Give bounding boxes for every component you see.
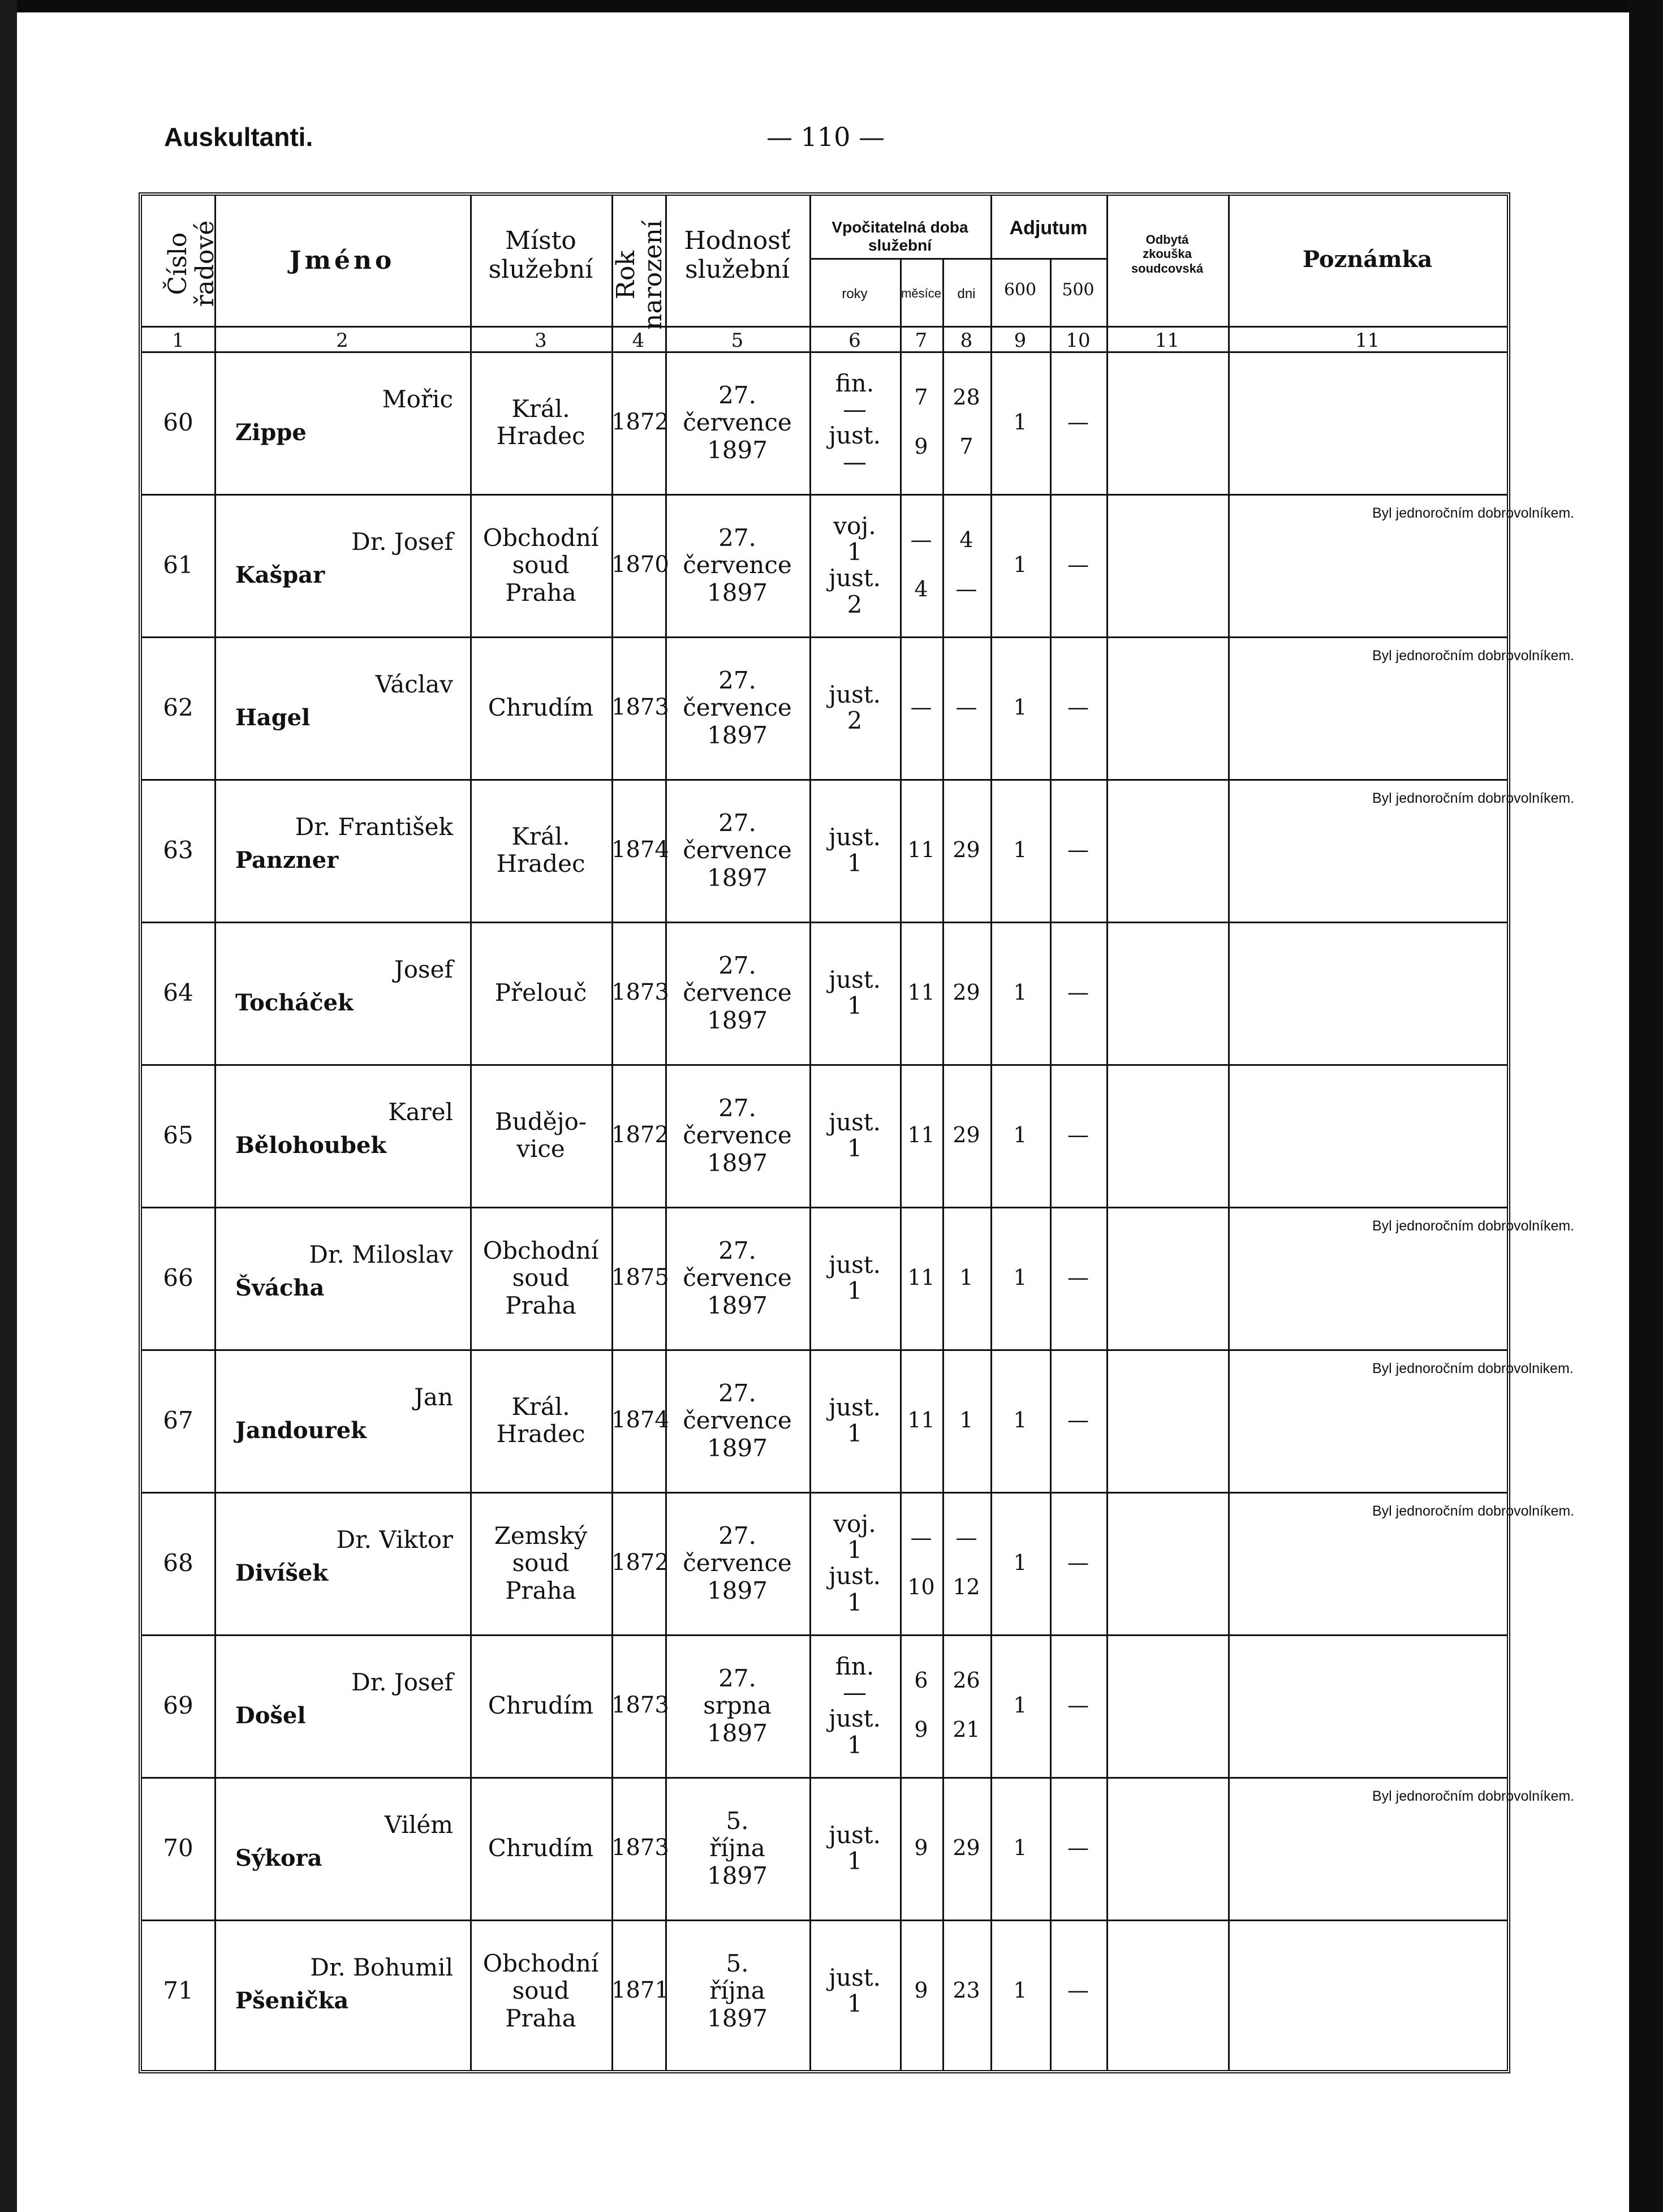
given-name: Jan (414, 1383, 453, 1411)
column-number: 9 (1014, 329, 1027, 352)
adjutum-600: 1 (1013, 1122, 1027, 1147)
days-of-service: 1 (959, 1408, 973, 1432)
service-rank: 27. července 1897 (683, 524, 792, 606)
birth-year: 1872 (611, 409, 669, 435)
adjutum-600: 1 (1013, 1835, 1027, 1860)
days-of-service: 28 7 (953, 385, 980, 459)
register-table (139, 192, 1575, 2073)
adjutum-500: — (1067, 552, 1089, 577)
service-rank: 27. července 1897 (683, 1522, 792, 1604)
row-number: 61 (163, 551, 193, 579)
header-dni: dni (957, 286, 976, 302)
days-of-service: — (955, 695, 977, 720)
header-mesice: měsíce (901, 286, 941, 300)
months-of-service: 11 (907, 1122, 935, 1147)
birth-year: 1873 (611, 1692, 669, 1718)
birth-year: 1871 (611, 1977, 669, 2003)
given-name: Josef (394, 956, 453, 983)
birth-year: 1872 (611, 1122, 669, 1148)
remark: Byl jednoročním dobrovolnikem. (1372, 1361, 1574, 1376)
years-of-service: voj. 1 just. 2 (829, 512, 881, 618)
adjutum-600: 1 (1013, 410, 1027, 434)
remark: Byl jednoročním dobrovolníkem. (1372, 790, 1575, 806)
scan-top-edge (0, 0, 1663, 12)
service-rank: 27. července 1897 (683, 381, 792, 464)
remark: Byl jednoročním dobrovolníkem. (1372, 1503, 1575, 1519)
row-rule (142, 636, 1507, 638)
years-of-service: just. 1 (829, 966, 881, 1020)
surname: Švácha (235, 1275, 325, 1301)
column-number: 6 (848, 329, 861, 352)
column-number: 1 (172, 329, 184, 352)
birth-year: 1874 (611, 837, 669, 863)
surname: Tocháček (235, 989, 354, 1016)
service-place: Král. Hradec (496, 823, 585, 878)
row-number: 63 (163, 836, 193, 864)
header-roky: roky (842, 286, 868, 302)
sub-column-rule (1050, 258, 1052, 2070)
adjutum-500: — (1067, 837, 1089, 862)
scan-right-edge (1629, 0, 1663, 2212)
row-number: 71 (163, 1977, 193, 2004)
adjutum-600: 1 (1013, 1693, 1027, 1718)
row-rule (142, 779, 1507, 781)
birth-year: 1874 (611, 1407, 669, 1433)
header-rok: Rok narození (611, 220, 668, 330)
service-rank: 27. července 1897 (683, 1379, 792, 1462)
service-place: Král. Hradec (496, 1393, 585, 1448)
months-of-service: 7 9 (914, 385, 928, 459)
service-rank: 5. října 1897 (707, 1807, 768, 1890)
adjutum-500: — (1067, 1122, 1089, 1147)
row-number: 70 (163, 1834, 193, 1862)
service-place: Obchodní soud Praha (482, 1237, 599, 1319)
column-rule (1106, 196, 1108, 2070)
column-number: 5 (731, 329, 744, 352)
surname: Panzner (235, 847, 339, 873)
header-adjutum: Adjutum (1009, 217, 1088, 239)
column-number: 4 (632, 329, 645, 352)
given-name: Dr. Josef (351, 528, 453, 556)
column-number: 7 (915, 329, 928, 352)
adjutum-500: — (1067, 695, 1089, 720)
months-of-service: 11 (907, 980, 935, 1005)
days-of-service: 23 (953, 1978, 980, 2003)
service-rank: 27. července 1897 (683, 809, 792, 892)
years-of-service: voj. 1 just. 1 (829, 1510, 881, 1616)
months-of-service: — (910, 695, 932, 720)
remark: Byl jednoročním dobrovolníkem. (1372, 1218, 1575, 1234)
birth-year: 1873 (611, 694, 669, 720)
service-place: Obchodní soud Praha (482, 524, 599, 606)
adjutum-600: 1 (1013, 1265, 1027, 1290)
adjutum-600: 1 (1013, 695, 1027, 720)
row-number: 64 (163, 979, 193, 1006)
adjutum-600: 1 (1013, 1550, 1027, 1575)
service-rank: 27. července 1897 (683, 1094, 792, 1177)
surname: Pšenička (235, 1987, 349, 2014)
surname: Hagel (235, 704, 311, 731)
months-of-service: — 4 (910, 527, 932, 602)
birth-year: 1873 (611, 979, 669, 1005)
days-of-service: 1 (959, 1265, 973, 1290)
days-of-service: 29 (953, 1122, 980, 1147)
years-of-service: just. 1 (829, 1393, 881, 1448)
birth-year: 1872 (611, 1550, 669, 1576)
years-of-service: just. 1 (829, 1964, 881, 2018)
adjutum-600: 1 (1013, 980, 1027, 1005)
header-jmeno: Jméno (289, 246, 395, 275)
birth-year: 1875 (611, 1264, 669, 1290)
column-number: 11 (1355, 329, 1380, 352)
adjutum-500: — (1067, 1835, 1089, 1860)
given-name: Mořic (382, 385, 453, 413)
section-title: Auskultanti. (164, 122, 313, 152)
header-misto: Místo služební (488, 226, 593, 284)
months-of-service: 9 (914, 1978, 928, 2003)
service-place: Chrudím (488, 694, 594, 721)
service-place: Přelouč (494, 979, 587, 1006)
adjutum-500: — (1067, 1408, 1089, 1432)
row-rule (142, 1207, 1507, 1208)
service-rank: 27. července 1897 (683, 952, 792, 1034)
given-name: Dr. František (295, 813, 453, 841)
days-of-service: 29 (953, 837, 980, 862)
remark: Byl jednoročním dobrovolníkem. (1372, 505, 1575, 521)
adjutum-500: — (1067, 1265, 1089, 1290)
header-600: 600 (1003, 280, 1037, 300)
header-poznamka: Poznámka (1302, 246, 1433, 273)
adjutum-600: 1 (1013, 837, 1027, 862)
years-of-service: just. 1 (829, 1821, 881, 1875)
given-name: Dr. Miloslav (309, 1241, 453, 1268)
adjutum-500: — (1067, 980, 1089, 1005)
given-name: Václav (375, 670, 453, 698)
given-name: Karel (388, 1098, 453, 1126)
days-of-service: 29 (953, 980, 980, 1005)
adjutum-500: — (1067, 1693, 1089, 1718)
months-of-service: 9 (914, 1835, 928, 1860)
row-rule (142, 494, 1507, 496)
row-number: 68 (163, 1549, 193, 1577)
group-header-rule (809, 258, 1106, 260)
years-of-service: just. 1 (829, 1251, 881, 1305)
surname: Divíšek (235, 1560, 329, 1586)
service-place: Chrudím (488, 1692, 594, 1719)
scan-left-edge (0, 0, 17, 2212)
surname: Jandourek (235, 1417, 367, 1444)
months-of-service: — 10 (907, 1525, 935, 1600)
service-place: Chrudím (488, 1834, 594, 1862)
row-number: 67 (163, 1406, 193, 1434)
column-number: 10 (1066, 329, 1091, 352)
row-rule (142, 922, 1507, 923)
header-cislo: Číslo řadové (163, 220, 220, 307)
row-rule (142, 1634, 1507, 1636)
surname: Došel (235, 1702, 306, 1729)
service-rank: 27. července 1897 (683, 666, 792, 749)
months-of-service: 11 (907, 1408, 935, 1432)
months-of-service: 6 9 (914, 1668, 928, 1742)
row-number: 65 (163, 1121, 193, 1149)
row-rule (142, 1064, 1507, 1066)
given-name: Dr. Bohumil (310, 1953, 453, 1981)
column-number: 8 (960, 329, 973, 352)
row-number: 66 (163, 1264, 193, 1292)
row-rule (142, 1920, 1507, 1921)
column-number: 3 (535, 329, 547, 352)
adjutum-500: — (1067, 1978, 1089, 2003)
given-name: Vilém (384, 1811, 453, 1839)
adjutum-600: 1 (1013, 1408, 1027, 1432)
service-place: Budějo- vice (494, 1108, 587, 1163)
years-of-service: fin. — just. 1 (829, 1652, 881, 1759)
days-of-service: 29 (953, 1835, 980, 1860)
header-rule (142, 326, 1507, 328)
row-number: 62 (163, 694, 193, 721)
days-of-service: 4 — (955, 527, 977, 602)
adjutum-500: — (1067, 410, 1089, 434)
years-of-service: just. 1 (829, 823, 881, 877)
header-doba: Vpočitatelná doba služební (832, 218, 968, 255)
service-place: Obchodní soud Praha (482, 1950, 599, 2032)
service-place: Král. Hradec (496, 395, 585, 450)
service-rank: 27. srpna 1897 (703, 1664, 772, 1747)
days-of-service: — 12 (953, 1525, 980, 1600)
header-500: 500 (1062, 280, 1095, 300)
column-rule (214, 196, 216, 2070)
surname: Sýkora (235, 1845, 322, 1871)
service-place: Zemský soud Praha (494, 1522, 588, 1604)
page-number: — 110 — (766, 122, 885, 152)
birth-year: 1873 (611, 1835, 669, 1861)
remark: Byl jednoročním dobrovolníkem. (1372, 1788, 1575, 1804)
surname: Bělohoubek (235, 1132, 387, 1159)
surname: Kašpar (235, 562, 325, 588)
row-rule (142, 1349, 1507, 1351)
service-rank: 5. října 1897 (707, 1950, 768, 2032)
surname: Zippe (235, 419, 307, 446)
years-of-service: just. 1 (829, 1108, 881, 1163)
days-of-service: 26 21 (953, 1668, 980, 1742)
header-zkouska: Odbytá zkouška soudcovská (1131, 233, 1204, 276)
adjutum-500: — (1067, 1550, 1089, 1575)
header-hodnost: Hodnosť služební (684, 226, 791, 284)
given-name: Dr. Josef (351, 1668, 453, 1696)
row-number: 60 (163, 408, 193, 436)
row-rule (142, 1777, 1507, 1779)
given-name: Dr. Viktor (336, 1526, 453, 1553)
adjutum-600: 1 (1013, 1978, 1027, 2003)
years-of-service: fin. — just. — (829, 369, 881, 476)
row-rule (142, 1492, 1507, 1494)
column-number: 2 (336, 329, 348, 352)
column-number: 11 (1154, 329, 1180, 352)
birth-year: 1870 (611, 552, 669, 578)
years-of-service: just. 2 (829, 681, 881, 735)
months-of-service: 11 (907, 837, 935, 862)
remark: Byl jednoročním dobrovolníkem. (1372, 648, 1575, 664)
column-rule (1228, 196, 1230, 2070)
adjutum-600: 1 (1013, 552, 1027, 577)
months-of-service: 11 (907, 1265, 935, 1290)
row-number: 69 (163, 1692, 193, 1719)
service-rank: 27. července 1897 (683, 1237, 792, 1319)
